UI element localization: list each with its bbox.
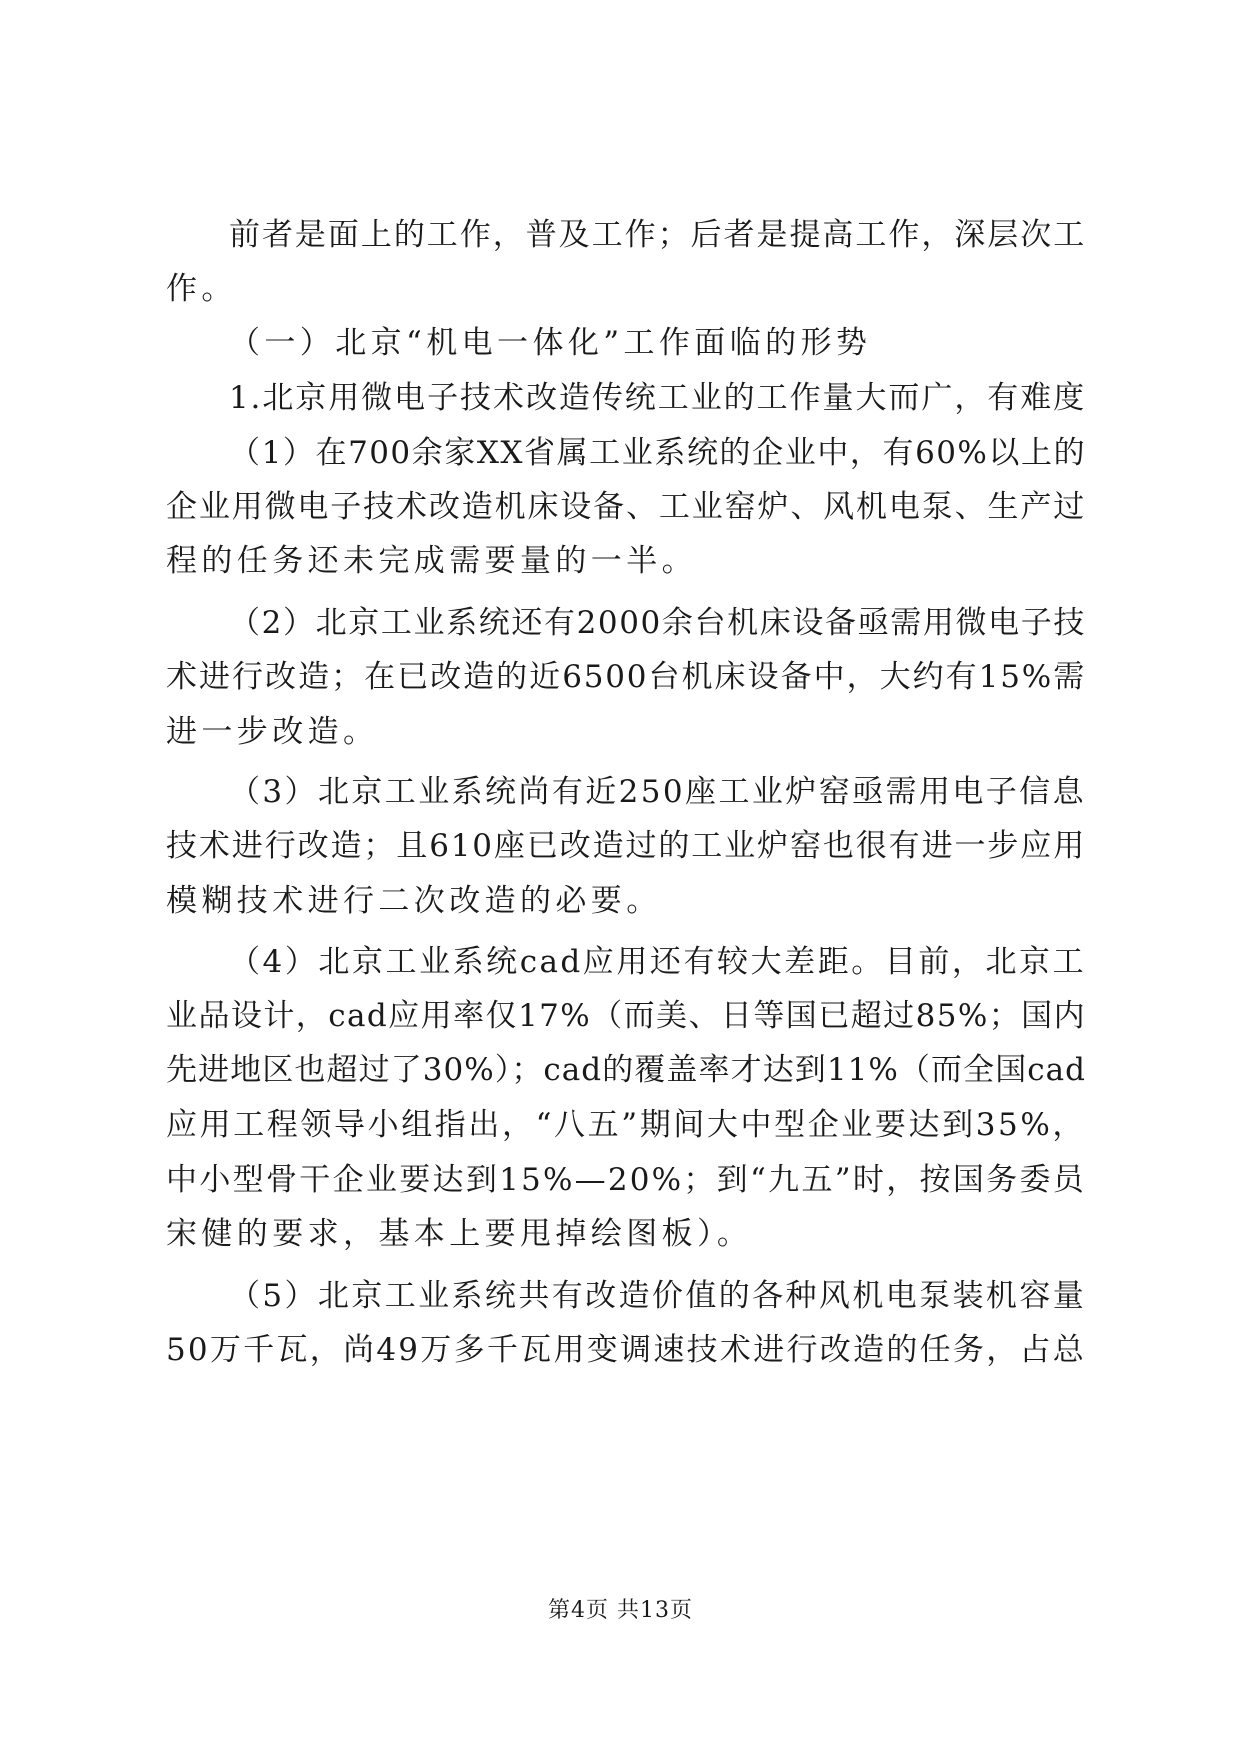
text-line: 前者是面上的工作，普及工作；后者是提高工作，深层次工 [229,217,1086,253]
text-line: 术进行改造；在已改造的近6500台机床设备中，大约有15%需 [166,659,1086,695]
text-line: 50万千瓦，尚49万多千瓦用变调速技术进行改造的任务，占总 [166,1332,1086,1368]
text-line: （5）北京工业系统共有改造价值的各种风机电泵装机容量 [229,1278,1087,1314]
text-line: 企业用微电子技术改造机床设备、工业窑炉、风机电泵、生产过 [166,489,1086,525]
text-line: 宋健的要求，基本上要甩掉绘图板）。 [166,1216,753,1252]
text-line: 程的任务还未完成需要量的一半。 [166,543,697,579]
page-number: 第4页 共13页 [548,1598,693,1623]
text-line: （3）北京工业系统尚有近250座工业炉窑亟需用电子信息 [229,774,1086,810]
text-line: 中小型骨干企业要达到15%—20%；到“九五”时，按国务委员 [166,1162,1086,1198]
text-line: 业品设计，cad应用率仅17%（而美、日等国已超过85%；国内 [166,998,1086,1034]
text-line: 进一步改造。 [166,714,379,750]
text-line: （1）在700余家XX省属工业系统的企业中，有60%以上的 [229,435,1086,471]
text-line: 先进地区也超过了30%）；cad的覆盖率才达到11%（而全国cad [166,1052,1086,1088]
section-heading: （一）北京“机电一体化”工作面临的形势 [229,325,872,361]
text-line: 应用工程领导小组指出，“八五”期间大中型企业要达到35%， [166,1107,1086,1143]
text-line: 模糊技术进行二次改造的必要。 [166,883,662,919]
text-line: （2）北京工业系统还有2000余台机床设备亟需用微电子技 [229,605,1086,641]
text-line: 技术进行改造；且610座已改造过的工业炉窑也很有进一步应用 [166,828,1086,864]
text-line: （4）北京工业系统cad应用还有较大差距。目前，北京工 [229,944,1086,980]
subsection-heading: 1.北京用微电子技术改造传统工业的工作量大而广，有难度 [229,380,1086,416]
text-line: 作。 [166,271,237,307]
